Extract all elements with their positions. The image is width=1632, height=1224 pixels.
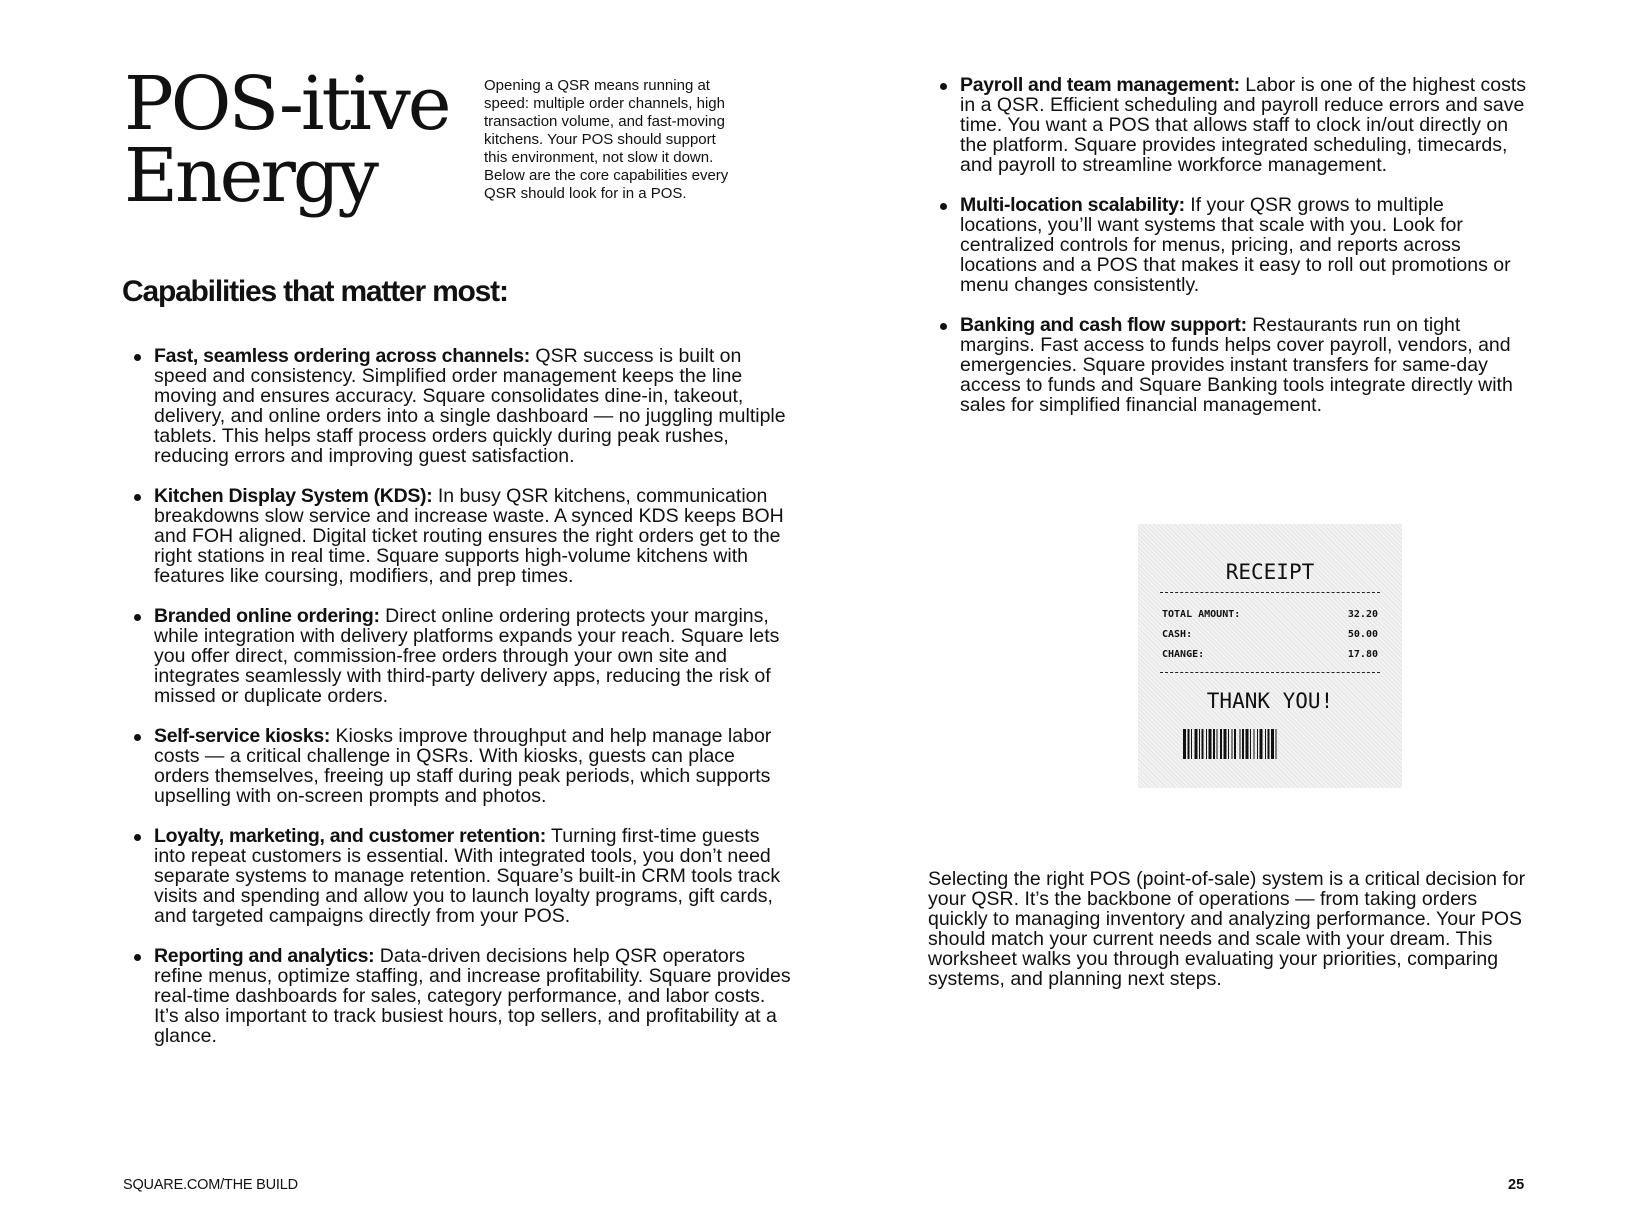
item-title: Reporting and analytics:: [154, 945, 375, 967]
barcode-icon: [1183, 729, 1358, 759]
receipt-row: [1162, 629, 1378, 640]
item-title: Kitchen Display System (KDS):: [154, 485, 433, 507]
receipt-row-label: CASH:: [1162, 629, 1193, 640]
title-line-2: Energy: [124, 133, 377, 219]
page-number: 25: [1508, 1177, 1525, 1193]
receipt-row: [1162, 649, 1378, 660]
item-text: Restaurants run on tight margins. Fast access to funds helps cover payroll, vendors, and emergencies. Square provides instant transfers for same-day access to funds and Square Banking tools integrate directly with sales for simplified financial management.: [960, 314, 1513, 416]
footer-site: SQUARE.COM/THE BUILD: [123, 1177, 298, 1193]
item-text: Data-driven decisions help QSR operators refine menus, optimize staffing, and increase profitability. Square provides real-time dashboards for sales, category performance, and labor costs. It’s also important to track busiest hours, top sellers, and profitability at a glance.: [154, 945, 791, 1047]
list-item: [124, 826, 794, 926]
receipt-row-label: CHANGE:: [1162, 649, 1205, 660]
item-title: Banking and cash flow support:: [960, 314, 1247, 336]
page-title: [124, 61, 449, 219]
capabilities-list-left: [124, 346, 794, 1066]
list-item: [124, 726, 794, 806]
list-item: [930, 315, 1530, 415]
list-item: [930, 75, 1530, 175]
item-title: Fast, seamless ordering across channels:: [154, 345, 531, 367]
receipt-row: [1162, 609, 1378, 620]
section-heading: Capabilities that matter most:: [122, 275, 508, 308]
list-item: [930, 195, 1530, 295]
receipt-illustration: [1138, 524, 1402, 788]
receipt-thanks: THANK YOU!: [1206, 689, 1334, 713]
item-title: Branded online ordering:: [154, 605, 380, 627]
list-item: [124, 946, 794, 1046]
capabilities-list-right: [930, 75, 1530, 435]
item-title: Payroll and team management:: [960, 74, 1240, 96]
receipt-row-label: TOTAL AMOUNT:: [1162, 609, 1241, 620]
item-text: Direct online ordering protects your margins, while integration with delivery platforms expands your reach. Square lets you offer direct, commission-free orders through your own site and integrates seamlessly with third-party delivery apps, reducing the risk of missed or duplicate orders.: [154, 605, 780, 707]
receipt-row-value: 50.00: [1347, 629, 1378, 640]
item-text: Turning first-time guests into repeat customers is essential. With integrated tools, you don’t need separate systems to manage retention. Square’s built-in CRM tools track visits and spending and allow you to launch loyalty programs, gift cards, and targeted campaigns directly from your POS.: [154, 825, 781, 927]
list-item: [124, 606, 794, 706]
receipt-divider: [1160, 592, 1380, 593]
list-item: [124, 346, 794, 466]
closing-paragraph: Selecting the right POS (point-of-sale) system is a critical decision for your QSR. It’s the backbone of operations — from taking orders quickly to managing inventory and analyzing performance. Your POS should match your current needs and scale with your dream. This worksheet walks you through evaluating your priorities, comparing systems, and planning next steps.: [928, 868, 1526, 990]
item-title: Multi-location scalability:: [960, 194, 1185, 216]
title-line-1: POS-itive: [124, 61, 449, 147]
list-item: [124, 486, 794, 586]
item-title: Self-service kiosks:: [154, 725, 331, 747]
item-title: Loyalty, marketing, and customer retention:: [154, 825, 546, 847]
item-text: In busy QSR kitchens, communication breakdowns slow service and increase waste. A synced KDS keeps BOH and FOH aligned. Digital ticket routing ensures the right orders get to the right stations in real time. Square supports high-volume kitchens with features like coursing, modifiers, and prep times.: [154, 485, 784, 587]
receipt-row-value: 17.80: [1347, 649, 1378, 660]
item-text: Kiosks improve throughput and help manage labor costs — a critical challenge in QSRs. With kiosks, guests can place orders themselves, freeing up staff during peak periods, which supports upselling with on-screen prompts and photos.: [154, 725, 772, 807]
intro-paragraph: Opening a QSR means running at speed: multiple order channels, high transaction volume, and fast-moving kitchens. Your POS should support this environment, not slow it down. Below are the core capabilities every QSR should look for in a POS.: [484, 77, 729, 202]
item-text: QSR success is built on speed and consistency. Simplified order management keeps the line moving and ensures accuracy. Square consolidates dine-in, takeout, delivery, and online orders into a single dashboard — no juggling multiple tablets. This helps staff process orders quickly during peak rushes, reducing errors and improving guest satisfaction.: [154, 345, 786, 467]
item-text: Labor is one of the highest costs in a QSR. Efficient scheduling and payroll reduce errors and save time. You want a POS that allows staff to clock in/out directly on the platform. Square provides integrated scheduling, timecards, and payroll to streamline workforce management.: [960, 74, 1527, 176]
item-text: If your QSR grows to multiple locations, you’ll want systems that scale with you. Look for centralized controls for menus, pricing, and reports across locations and a POS that makes it easy to roll out promotions or menu changes consistently.: [960, 194, 1511, 296]
receipt-row-value: 32.20: [1347, 609, 1378, 620]
receipt-divider: [1160, 672, 1380, 673]
receipt-title: RECEIPT: [1225, 560, 1315, 584]
